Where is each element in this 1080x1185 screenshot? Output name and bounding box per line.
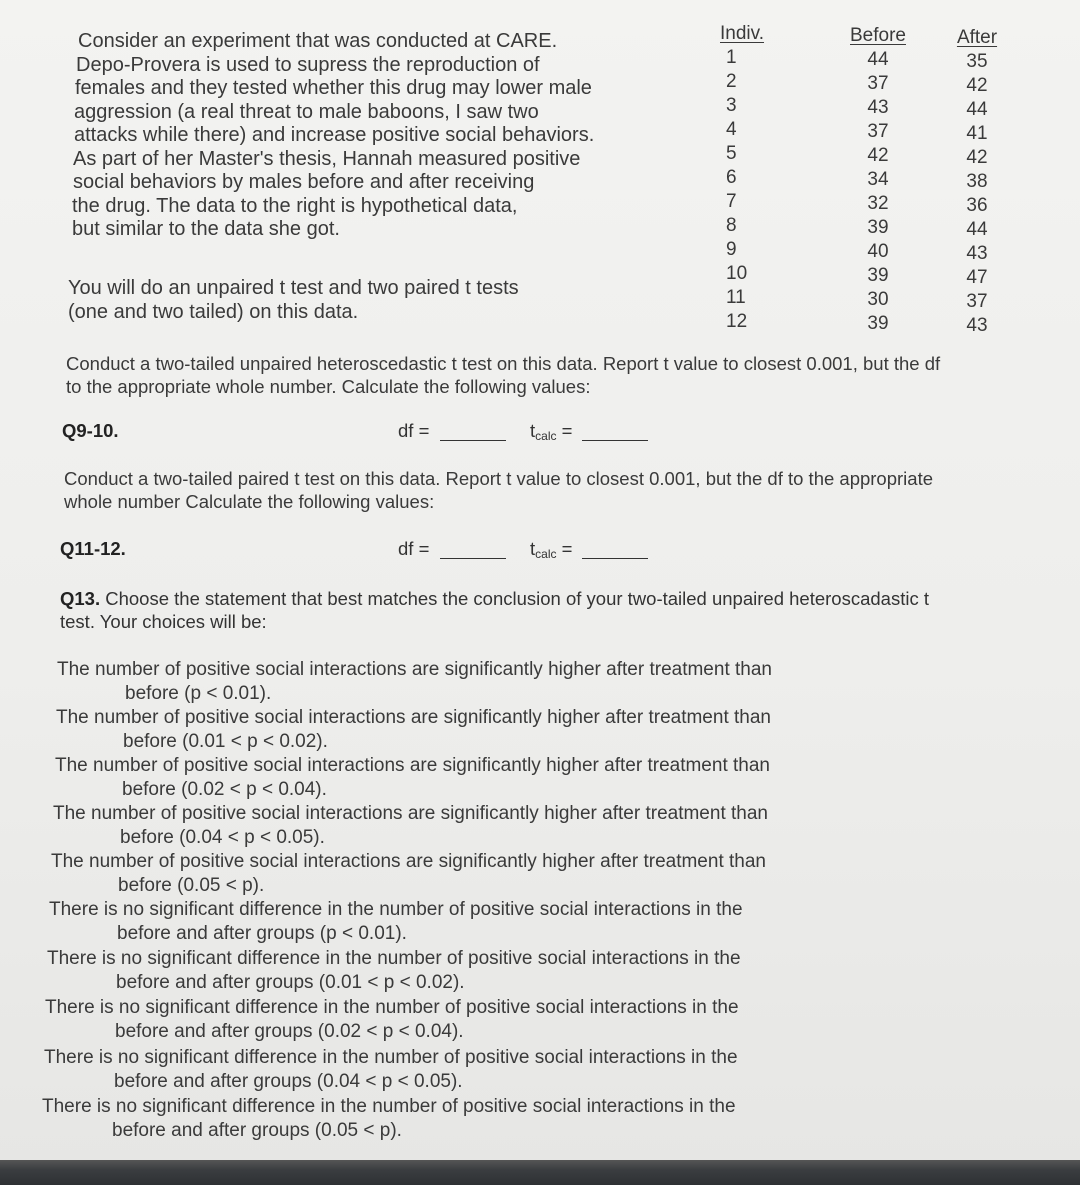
- instruction-line: to the appropriate whole number. Calculate the following values:: [66, 376, 591, 397]
- indiv-cell: 7: [726, 191, 737, 212]
- indiv-cell: 2: [726, 71, 737, 92]
- choice-line: before and after groups (0.05 < p).: [112, 1120, 402, 1141]
- tcalc-label: [530, 420, 572, 443]
- after-header: After: [956, 27, 998, 48]
- answer-choice[interactable]: [44, 1046, 738, 1094]
- answer-choice[interactable]: [47, 947, 741, 995]
- before-cell: 44: [867, 49, 889, 70]
- monitor-bezel: [0, 1160, 1080, 1185]
- answer-choice[interactable]: [42, 1095, 736, 1143]
- answer-choice[interactable]: [55, 754, 770, 802]
- unpaired-instructions: [66, 352, 940, 398]
- after-cell: 41: [966, 123, 988, 144]
- intro-line: but similar to the data she got.: [72, 218, 340, 240]
- intro-line: females and they tested whether this drug may lower male: [75, 77, 592, 99]
- t-equals: =: [556, 538, 573, 559]
- after-cell: 42: [966, 75, 988, 96]
- t-symbol: t: [530, 538, 536, 559]
- after-cell: 35: [966, 51, 988, 72]
- question-label: Q13.: [60, 588, 101, 609]
- task-note-line: (one and two tailed) on this data.: [68, 301, 359, 323]
- intro-paragraph: [72, 30, 692, 242]
- intro-line: attacks while there) and increase positive social behaviors.: [74, 124, 595, 146]
- tcalc-answer-blank[interactable]: [582, 558, 648, 559]
- after-cell: 43: [966, 243, 988, 264]
- before-cell: 32: [867, 193, 889, 214]
- intro-line: Depo-Provera is used to supress the reproduction of: [76, 53, 540, 76]
- answer-choice[interactable]: [51, 850, 766, 898]
- df-answer-blank[interactable]: [440, 558, 506, 559]
- before-cell: 39: [867, 313, 889, 334]
- q13-line: test. Your choices will be:: [60, 611, 267, 632]
- intro-line: the drug. The data to the right is hypothetical data,: [72, 194, 518, 217]
- choice-line: The number of positive social interactions are significantly higher after treatment than: [51, 851, 766, 872]
- question-q11-12: [60, 538, 680, 568]
- choice-line: before (0.05 < p).: [118, 875, 265, 896]
- choice-line: before (0.02 < p < 0.04).: [122, 779, 327, 800]
- instruction-line: whole number Calculate the following values:: [64, 491, 435, 512]
- indiv-cell: 12: [726, 311, 748, 332]
- question-q9-10: [62, 420, 682, 450]
- t-subscript: calc: [535, 547, 557, 561]
- after-cell: 44: [966, 219, 988, 240]
- choice-line: The number of positive social interactions are significantly higher after treatment than: [56, 707, 771, 728]
- before-cell: 40: [867, 241, 889, 262]
- t-subscript: calc: [535, 429, 557, 443]
- before-cell: 43: [867, 97, 889, 118]
- t-symbol: t: [530, 420, 536, 441]
- indiv-cell: 9: [726, 239, 737, 260]
- instruction-line: Conduct a two-tailed paired t test on this data. Report t value to closest 0.001, but the df to the appropriate: [64, 468, 934, 489]
- tcalc-answer-blank[interactable]: [582, 440, 648, 441]
- choice-line: There is no significant difference in the number of positive social interactions in the: [44, 1047, 738, 1068]
- before-cell: 37: [867, 121, 889, 142]
- before-column: [846, 24, 910, 336]
- indiv-cell: 10: [726, 263, 748, 284]
- df-label: df =: [398, 420, 430, 441]
- before-cell: 39: [867, 217, 889, 238]
- after-column: [954, 26, 1000, 338]
- answer-choice[interactable]: [56, 706, 771, 754]
- intro-line: aggression (a real threat to male baboons, I saw two: [74, 100, 539, 123]
- answer-choice[interactable]: [49, 898, 743, 946]
- paired-instructions: [64, 467, 933, 513]
- choice-line: before and after groups (0.02 < p < 0.04).: [115, 1021, 464, 1042]
- indiv-cell: 3: [726, 95, 737, 116]
- tcalc-label: [530, 538, 572, 561]
- choice-line: There is no significant difference in the number of positive social interactions in the: [42, 1096, 736, 1117]
- choice-line: before (p < 0.01).: [125, 683, 272, 704]
- choice-line: before (0.01 < p < 0.02).: [123, 731, 328, 752]
- choice-line: The number of positive social interactions are significantly higher after treatment than: [55, 755, 770, 776]
- choice-line: There is no significant difference in the number of positive social interactions in the: [47, 948, 741, 969]
- before-cell: 34: [867, 169, 889, 190]
- choice-line: The number of positive social interactions are significantly higher after treatment than: [57, 659, 772, 680]
- answer-choice[interactable]: [53, 802, 768, 850]
- choice-line: before and after groups (0.01 < p < 0.02).: [116, 972, 465, 993]
- question-label: Q9-10.: [62, 420, 119, 441]
- after-cell: 42: [966, 147, 988, 168]
- choice-line: before (0.04 < p < 0.05).: [120, 827, 325, 848]
- after-cell: 37: [966, 291, 988, 312]
- q13-line: [60, 587, 929, 610]
- answer-choice[interactable]: [57, 658, 772, 706]
- q13-text: Choose the statement that best matches the conclusion of your two-tailed unpaired heteroscadastic t: [100, 588, 929, 609]
- after-cell: 44: [966, 99, 988, 120]
- after-cell: 38: [966, 171, 988, 192]
- question-q13: [60, 587, 929, 633]
- df-answer-blank[interactable]: [440, 440, 506, 441]
- before-cell: 39: [867, 265, 889, 286]
- after-cell: 43: [966, 315, 988, 336]
- after-cell: 47: [966, 267, 988, 288]
- indiv-cell: 1: [726, 47, 737, 68]
- indiv-column: [720, 22, 765, 334]
- choice-line: before and after groups (p < 0.01).: [117, 923, 407, 944]
- choice-line: The number of positive social interactions are significantly higher after treatment than: [53, 803, 768, 824]
- df-label: df =: [398, 538, 430, 559]
- before-header: Before: [850, 25, 906, 46]
- indiv-cell: 11: [726, 287, 746, 308]
- before-cell: 30: [867, 289, 889, 310]
- choice-line: There is no significant difference in the number of positive social interactions in the: [49, 899, 743, 920]
- choice-line: There is no significant difference in the number of positive social interactions in the: [45, 997, 739, 1018]
- answer-choice[interactable]: [45, 996, 739, 1044]
- choice-line: before and after groups (0.04 < p < 0.05).: [114, 1071, 463, 1092]
- before-cell: 37: [867, 73, 889, 94]
- t-equals: =: [556, 420, 573, 441]
- indiv-header: Indiv.: [720, 23, 765, 44]
- instruction-line: Conduct a two-tailed unpaired heteroscedastic t test on this data. Report t value to closest 0.001, but the df: [66, 353, 941, 374]
- task-note: [68, 276, 519, 324]
- intro-line: As part of her Master's thesis, Hannah measured positive: [73, 147, 581, 170]
- indiv-cell: 5: [726, 143, 737, 164]
- intro-line: Consider an experiment that was conducted at CARE.: [78, 30, 558, 52]
- indiv-cell: 6: [726, 167, 737, 188]
- task-note-line: You will do an unpaired t test and two paired t tests: [68, 277, 519, 299]
- intro-line: social behaviors by males before and after receiving: [73, 171, 535, 193]
- question-label: Q11-12.: [60, 538, 126, 559]
- indiv-cell: 4: [726, 119, 737, 140]
- before-cell: 42: [867, 145, 889, 166]
- after-cell: 36: [966, 195, 988, 216]
- indiv-cell: 8: [726, 215, 737, 236]
